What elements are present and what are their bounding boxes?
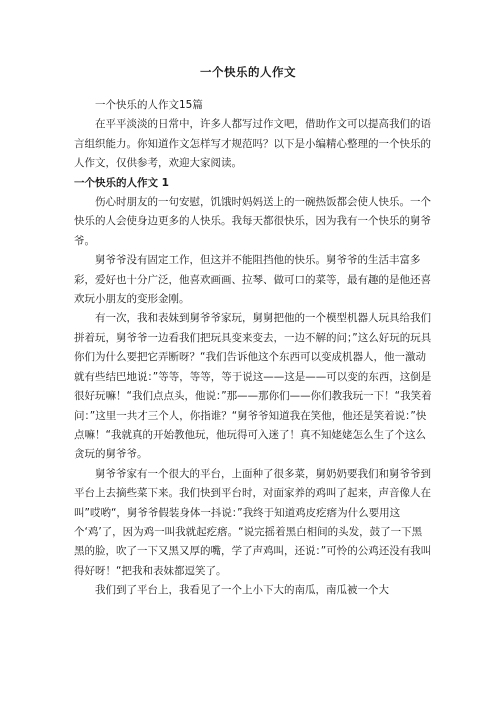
body-paragraph: 舅爷爷没有固定工作，但这并不能阻挡他的快乐。舅爷爷的生活丰富多彩，爱好也十分广泛，他喜欢画画、拉琴、做可口的菜等，最有趣的是他还喜欢玩小朋友的变形金刚。 xyxy=(74,254,431,306)
body-paragraph: 有一次，我和表妹到舅爷爷家玩，舅舅把他的一个模型机器人玩具给我们拼着玩，舅爷爷一边看我们把玩具变来变去，一边不解的问；”这么好玩的玩具你们为什么要把它弄断呀？“我们告诉他这个东西可以变成机器人，他一激动就有些结巴地说：”等等，等等，等于说这——这是——可以变的东西，这倒是很好玩嘛！“我们点点头，他说：”那——那你们——你们教我玩一下！“我笑着问：”这里一共才三个人，你指谁？“舅爷爷知道我在笑他，他还是笑着说：”快点嘛！“我就真的开始教他玩，他玩得可入迷了！真不知姥姥怎么生了个这么贪玩的舅爷爷。 xyxy=(74,312,432,461)
body-paragraph: 舅爷爷家有一个很大的平台，上面种了很多菜，舅奶奶要我们和舅爷爷到平台上去摘些菜下来。我们快到平台时，对面家养的鸡叫了起来，声音像人在叫”哎哟“，舅爷爷假装身体一抖说：”我终于知道鸡皮疙瘩为什么要用这个‘鸡’了，因为鸡一叫我就起疙瘩。“说完摇着黑白相间的头发，鼓了一下黑黑的脸，吹了一下又黑又厚的嘴，学了声鸡叫，还说：”可怜的公鸡还没有我叫得好呀！“把我和表妹都逗笑了。 xyxy=(74,467,432,577)
body-paragraph: 伤心时朋友的一句安慰，饥饿时妈妈送上的一碗热饭都会使人快乐。一个快乐的人会使身边更多的人快乐。我每天都很快乐，因为我有一个快乐的舅爷爷。 xyxy=(74,196,431,247)
document-title: 一个快乐的人作文 xyxy=(200,65,296,79)
intro-paragraph: 在平平淡淡的日常中，许多人都写过作文吧，借助作文可以提高我们的语言组织能力。你知道作文怎样写才规范吗？以下是小编精心整理的一个快乐的人作文，仅供参考，欢迎大家阅读。 xyxy=(74,118,431,170)
intro-paragraph: 一个快乐的人作文15篇 xyxy=(95,99,203,111)
document-body xyxy=(74,96,432,601)
section-heading: 一个快乐的人作文 1 xyxy=(74,176,169,189)
body-paragraph: 我们到了平台上，我看见了一个上小下大的南瓜，南瓜被一个大 xyxy=(95,584,389,597)
